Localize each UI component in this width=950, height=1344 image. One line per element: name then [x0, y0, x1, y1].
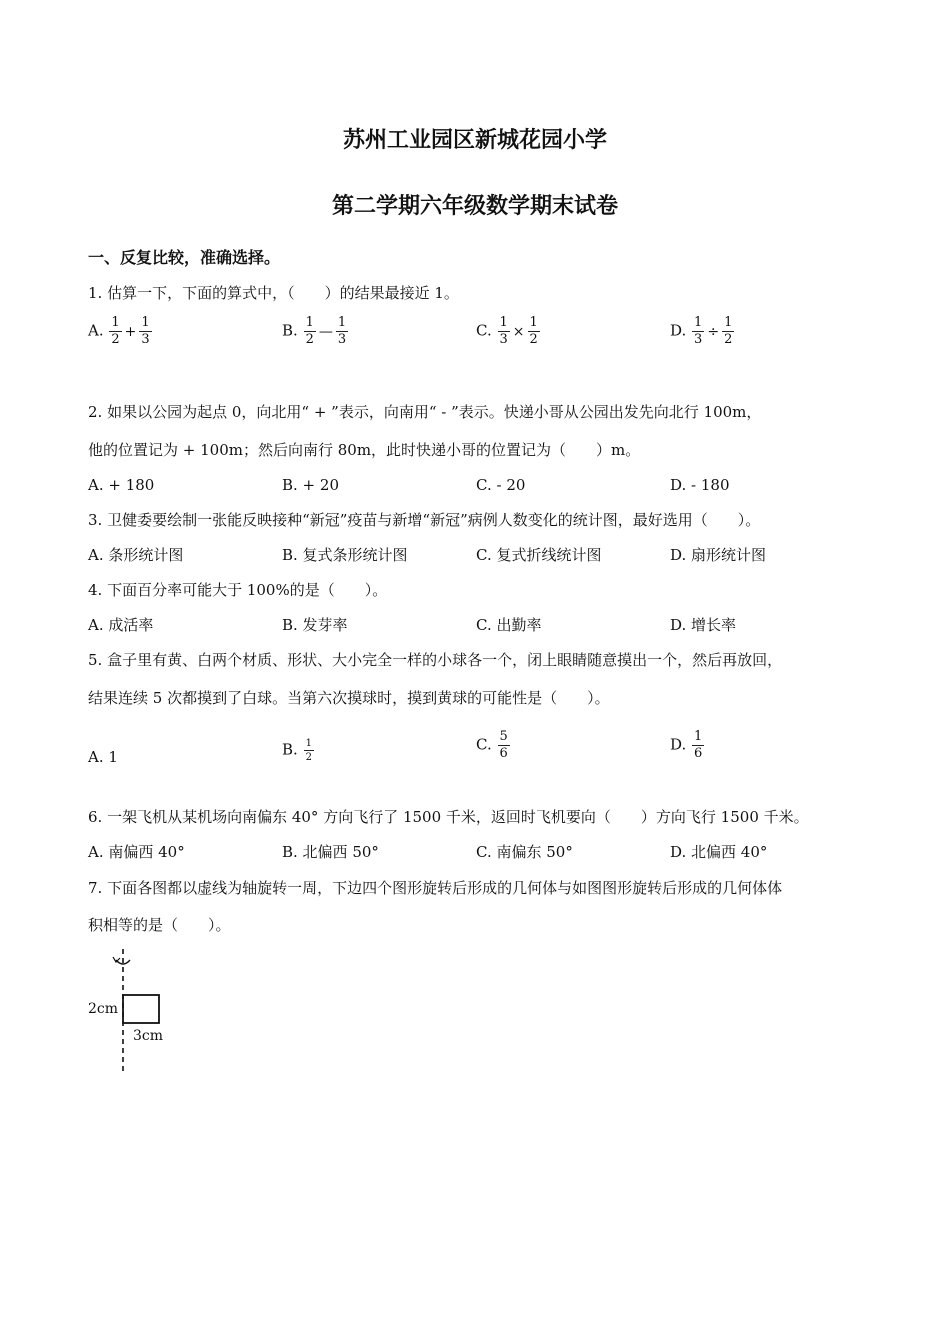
- width-label: 3cm: [133, 1028, 164, 1044]
- q2-option-a: A. + 180: [88, 476, 155, 494]
- q4-stem: 4. 下面百分率可能大于 100%的是（ ）。: [88, 581, 388, 599]
- q3-option-d: D. 扇形统计图: [670, 546, 767, 564]
- q1-option-a: A. $\frac{1}{2}$ + $\frac{1}{3}$: [88, 315, 150, 347]
- q2-stem-line1: 2. 如果以公园为起点 0，向北用“ + ”表示，向南用“ - ”表示。快递小哥从公园出发先向北行 100m，: [88, 403, 762, 421]
- q4-option-c: C. 出勤率: [476, 616, 542, 634]
- q7-stem-line1: 7. 下面各图都以虚线为轴旋转一周，下边四个图形旋转后形成的几何体与如图图形旋转后形成的几何体体: [88, 879, 783, 897]
- q3-option-a: A. 条形统计图: [88, 546, 184, 564]
- q2-option-d: D. - 180: [670, 476, 730, 494]
- q6-stem: 6. 一架飞机从某机场向南偏东 40° 方向飞行了 1500 千米，返回时飞机要向（ ）方向飞行 1500 千米。: [88, 808, 809, 826]
- q5-option-a: A. 1: [88, 748, 118, 766]
- q4-option-d: D. 增长率: [670, 616, 737, 634]
- q4-option-b: B. 发芽率: [282, 616, 348, 634]
- q6-option-d: D. 北偏西 40°: [670, 843, 768, 861]
- q1-stem: 1. 估算一下，下面的算式中，（ ）的结果最接近 1。: [88, 284, 459, 302]
- q2-stem-line2: 他的位置记为 + 100m；然后向南行 80m，此时快递小哥的位置记为（ ）m。: [88, 441, 641, 459]
- q4-option-a: A. 成活率: [88, 616, 154, 634]
- q3-option-b: B. 复式条形统计图: [282, 546, 408, 564]
- q5-option-c: C. $\frac{5}{6}$: [476, 729, 508, 761]
- section-heading: 一、反复比较，准确选择。: [88, 248, 281, 267]
- q1-option-d: D. $\frac{1}{3}$ ÷ $\frac{1}{2}$: [670, 315, 733, 347]
- exam-title: 第二学期六年级数学期末试卷: [331, 194, 618, 219]
- q6-option-a: A. 南偏西 40°: [88, 843, 185, 861]
- school-title: 苏州工业园区新城花园小学: [342, 128, 607, 153]
- q3-option-c: C. 复式折线统计图: [476, 546, 602, 564]
- q5-option-b: B. $\frac{1}{2}$: [282, 738, 312, 763]
- height-label: 2cm: [88, 1001, 119, 1017]
- q1-option-c: C. $\frac{1}{3}$ × $\frac{1}{2}$: [476, 315, 538, 347]
- q6-option-b: B. 北偏西 50°: [282, 843, 379, 861]
- q5-stem-line2: 结果连续 5 次都摸到了白球。当第六次摸球时，摸到黄球的可能性是（ ）。: [88, 689, 610, 707]
- q3-stem: 3. 卫健委要绘制一张能反映接种“新冠”疫苗与新增“新冠”病例人数变化的统计图，最好选用（ ）。: [88, 511, 761, 529]
- q7-stem-line2: 积相等的是（ ）。: [88, 916, 231, 934]
- q5-stem-line1: 5. 盒子里有黄、白两个材质、形状、大小完全一样的小球各一个，闭上眼睛随意摸出一个，然后再放回，: [88, 651, 783, 669]
- rectangle-shape: [123, 995, 159, 1023]
- q2-option-c: C. - 20: [476, 476, 526, 494]
- q2-option-b: B. + 20: [282, 476, 339, 494]
- q6-option-c: C. 南偏东 50°: [476, 843, 573, 861]
- q5-option-d: D. $\frac{1}{6}$: [670, 729, 703, 761]
- q1-option-b: B. $\frac{1}{2}$ — $\frac{1}{3}$: [282, 315, 347, 347]
